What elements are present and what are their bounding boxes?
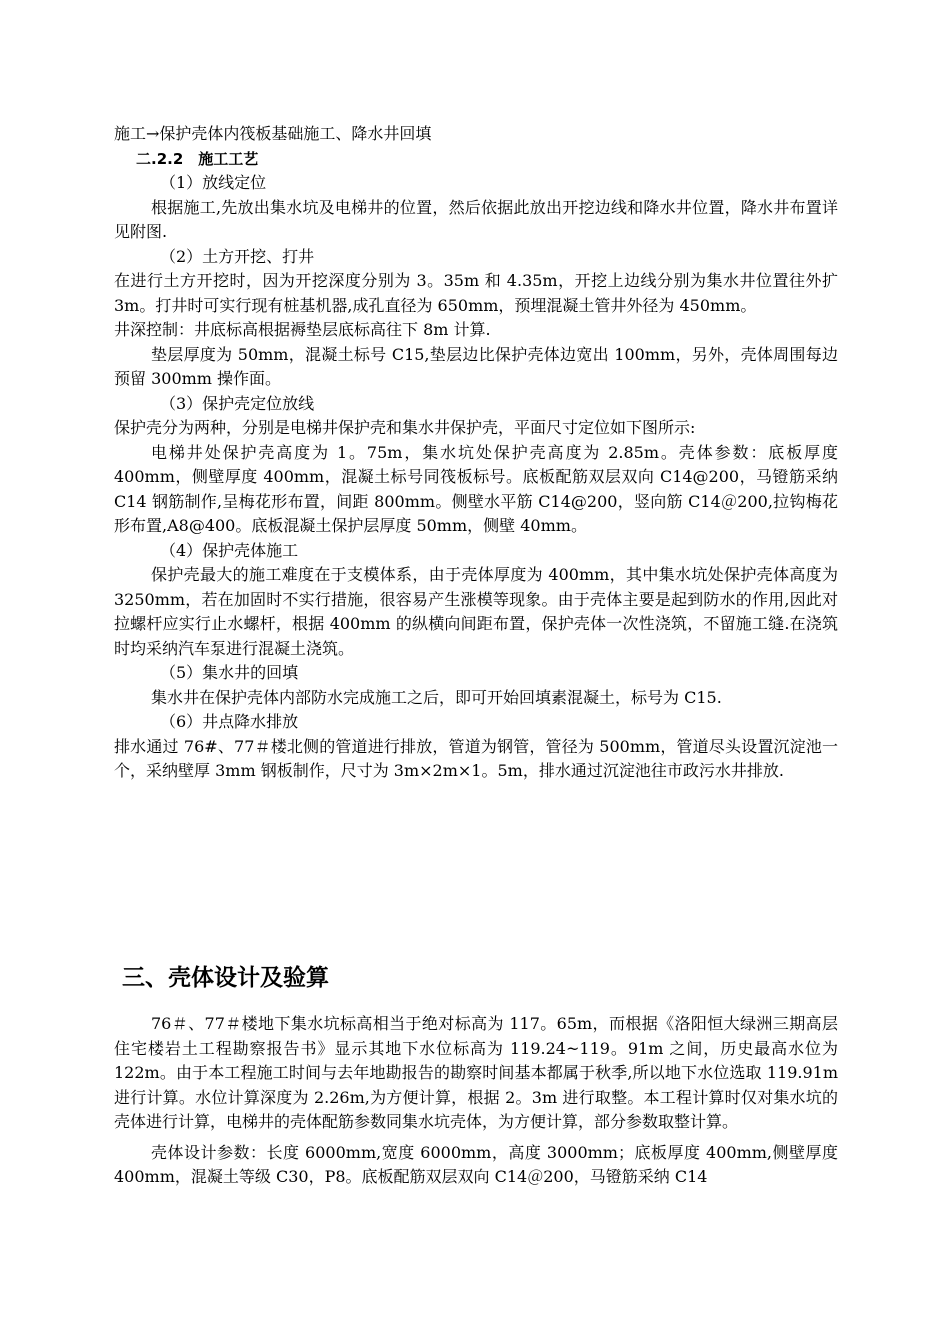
section-3-heading: 三、壳体设计及验算 bbox=[122, 965, 329, 991]
paragraph-water-level: 76＃、77＃楼地下集水坑标高相当于绝对标高为 117。65m，而根据《洛阳恒大绿洲三期高层住宅楼岩土工程勘察报告书》显示其地下水位标高为 119.24~119。91m 之间，历史最高水位为 122m。由于本工程施工时间与去年地勘报告的勘察时间基本都属于秋季,所以地下水位选取 119.91m 进行计算。水位计算深度为 2.26m,为方便计算，根据 2。3m 进行取整。本工程计算时仅对集水坑的壳体进行计算，电梯井的壳体配筋参数同集水坑壳体，为方便计算，部分参数取整计算。 bbox=[114, 1014, 838, 1131]
process-flow-line: 施工→保护壳体内筏板基础施工、降水井回填 bbox=[114, 124, 432, 143]
paragraph-layout: 根据施工,先放出集水坑及电梯井的位置，然后依据此放出开挖边线和降水井位置，降水井布置详见附图. bbox=[114, 197, 838, 241]
subsection-heading: 二.2.2 施工工艺 bbox=[136, 149, 259, 168]
paragraph-cushion: 垫层厚度为 50mm，混凝土标号 C15,垫层边比保护壳体边宽出 100mm，另外，壳体周围每边预留 300mm 操作面。 bbox=[114, 344, 838, 388]
paragraph-shell-params: 电梯井处保护壳高度为 1。75m，集水坑处保护壳高度为 2.85m。壳体参数：底板厚度 400mm，侧壁厚度 400mm，混凝土标号同筏板标号。底板配筋双层双向 C14@200，马镫筋采纳 C14 钢筋制作,呈梅花形布置，间距 800mm。侧壁水平筋 C14@200，竖向筋 C14＠200,拉钩梅花形布置,A8@400。底板混凝土保护层厚度 50mm，侧壁 40mm。 bbox=[114, 442, 838, 535]
section-2-text bbox=[114, 122, 838, 784]
step-heading-2: （2）土方开挖、打井 bbox=[160, 246, 315, 266]
paragraph-drainage: 排水通过 76#、77＃楼北侧的管道进行排放，管道为钢管，管径为 500mm，管道尽头设置沉淀池一个，采纳壁厚 3mm 钢板制作，尺寸为 3m×2m×1。5m，排水通过沉淀池往市政污水井排放. bbox=[114, 736, 838, 780]
section-3-text bbox=[114, 1012, 838, 1190]
step-heading-1: （1）放线定位 bbox=[160, 173, 267, 192]
step-heading-5: （5）集水井的回填 bbox=[160, 663, 299, 682]
step-heading-4: （4）保护壳体施工 bbox=[160, 540, 299, 560]
paragraph-backfill: 集水井在保护壳体内部防水完成施工之后，即可开始回填素混凝土，标号为 C15. bbox=[151, 687, 722, 707]
paragraph-shell-types: 保护壳分为两种，分别是电梯井保护壳和集水井保护壳，平面尺寸定位如下图所示: bbox=[114, 418, 696, 437]
paragraph-excavation: 在进行土方开挖时，因为开挖深度分别为 3。35m 和 4.35m，开挖上边线分别为集水井位置往外扩 3m。打井时可实行现有桩基机器,成孔直径为 650mm，预埋混凝土管井外径为 450mm。 bbox=[114, 271, 838, 315]
paragraph-design-params: 壳体设计参数：长度 6000mm,宽度 6000mm，高度 3000mm；底板厚度 400mm,侧壁厚度 400mm，混凝土等级 C30，P8。底板配筋双层双向 C14＠200，马镫筋采纳 C14 bbox=[114, 1142, 838, 1186]
paragraph-well-depth: 井深控制：井底标高根据褥垫层底标高往下 8m 计算. bbox=[114, 320, 491, 339]
step-heading-3: （3）保护壳定位放线 bbox=[160, 393, 315, 413]
step-heading-6: （6）井点降水排放 bbox=[160, 712, 299, 731]
paragraph-shell-construction: 保护壳最大的施工难度在于支模体系，由于壳体厚度为 400mm，其中集水坑处保护壳体高度为 3250mm，若在加固时不实行措施，很容易产生涨模等现象。由于壳体主要是起到防水的作用,因此对拉螺杆应实行止水螺杆，根据 400mm 的纵横向间距布置，保护壳体一次性浇筑，不留施工缝.在浇筑时均采纳汽车泵进行混凝土浇筑。 bbox=[114, 565, 838, 658]
